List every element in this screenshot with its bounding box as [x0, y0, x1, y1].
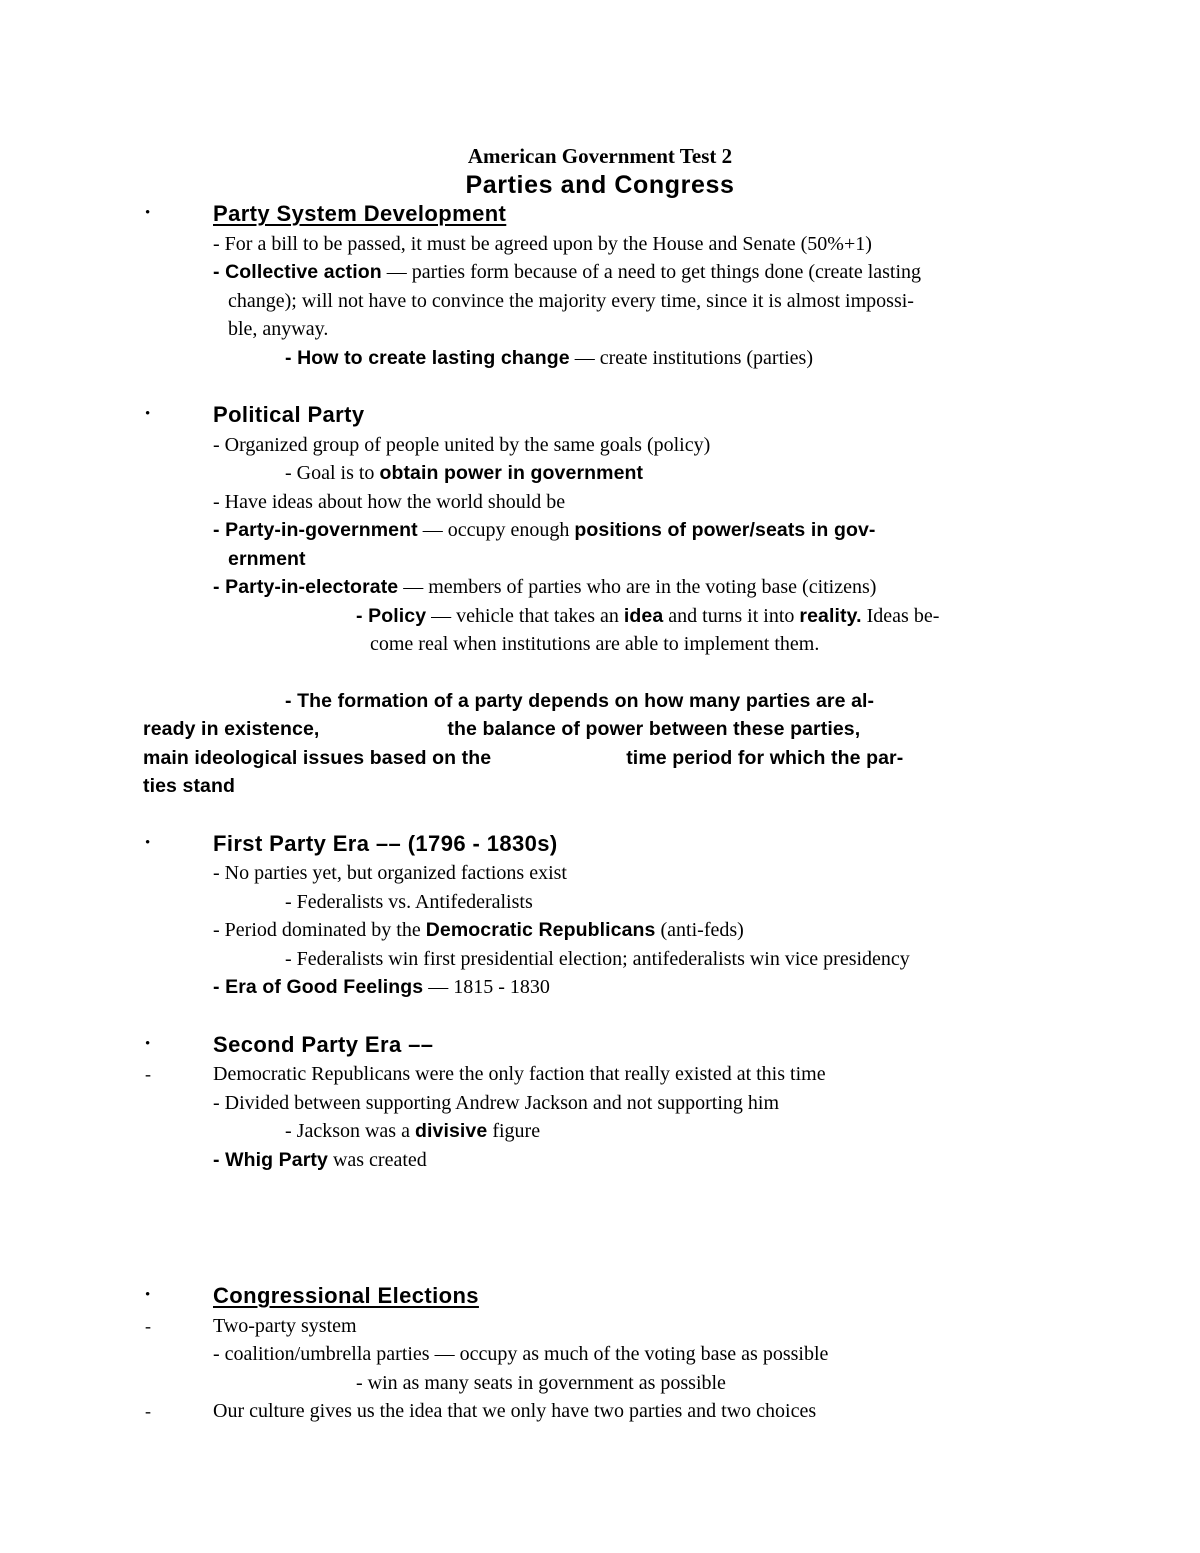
doc-line: [0, 345, 1200, 374]
doc-line: [0, 946, 1200, 975]
text-segment: ble, anyway.: [228, 318, 329, 340]
text-segment: - Party-in-government: [213, 519, 418, 541]
dash-marker-icon: -: [145, 1064, 151, 1084]
text-segment: First Party Era –– (1796 - 1830s): [213, 830, 558, 856]
text-segment: time period for which the par-: [626, 746, 904, 769]
text-segment: Democratic Republicans were the only faction that really existed at this time: [213, 1063, 826, 1085]
text-segment: positions of power/seats in gov-: [574, 519, 876, 541]
doc-line: [0, 1370, 1200, 1399]
doc-line: [0, 1282, 1200, 1313]
bullet-marker-icon: •: [145, 1287, 151, 1303]
text-segment: (anti-feds): [655, 919, 744, 941]
text-segment: - coalition/umbrella parties — occupy as much of the voting base as possible: [213, 1343, 829, 1365]
text-segment: divisive: [414, 1120, 488, 1142]
doc-line: [0, 1090, 1200, 1119]
doc-line: [0, 688, 1200, 717]
text-segment: — vehicle that takes an: [426, 604, 624, 627]
doc-line: [0, 1061, 1200, 1090]
doc-line: [0, 745, 1200, 774]
doc-line: [0, 200, 1200, 231]
doc-line: [0, 1147, 1200, 1176]
doc-line: [0, 1398, 1200, 1427]
text-segment: Second Party Era ––: [213, 1031, 434, 1057]
doc-line: [0, 1341, 1200, 1370]
doc-line: [0, 316, 1200, 345]
text-segment: - Period dominated by the: [213, 919, 426, 941]
text-segment: and turns it into: [663, 604, 800, 627]
text-segment: - win as many seats in government as possible: [356, 1371, 726, 1394]
text-segment: — parties form because of a need to get things done (create lasting: [381, 261, 922, 283]
text-segment: the balance of power between these parties,: [447, 718, 861, 740]
doc-line: [0, 974, 1200, 1003]
text-segment: ernment: [228, 547, 306, 570]
text-segment: - For a bill to be passed, it must be agreed upon by the House and Senate (50%+1): [213, 232, 872, 255]
text-segment: Democratic Republicans: [425, 919, 656, 941]
spacer: [0, 373, 1200, 401]
doc-line: [0, 517, 1200, 546]
dash-marker-icon: -: [145, 1315, 151, 1336]
doc-line: [0, 830, 1200, 861]
doc-line: [0, 860, 1200, 889]
text-segment: - Collective action: [213, 261, 382, 283]
text-segment: change); will not have to convince the majority every time, since it is almost impossi-: [228, 289, 914, 312]
doc-line: [0, 917, 1200, 946]
text-segment: - Divided between supporting Andrew Jackson and not supporting him: [213, 1091, 780, 1114]
text-segment: - No parties yet, but organized factions exist: [213, 862, 567, 884]
doc-line: [0, 631, 1200, 660]
text-segment: - Organized group of people united by the same goals (policy): [213, 433, 711, 456]
text-segment: - Party-in-electorate: [213, 576, 399, 598]
text-segment: reality.: [799, 604, 862, 627]
text-segment: Ideas be-: [861, 604, 940, 627]
text-segment: obtain power in government: [379, 462, 644, 484]
text-segment: Our culture gives us the idea that we only have two parties and two choices: [213, 1400, 817, 1422]
page-subtitle: Parties and Congress: [465, 171, 735, 199]
spacer: [0, 1003, 1200, 1031]
text-segment: — members of parties who are in the voting base (citizens): [398, 576, 877, 598]
spacer: [0, 660, 1200, 688]
doc-line: [0, 259, 1200, 288]
text-segment: - Jackson was a: [285, 1120, 415, 1142]
doc-line: [0, 574, 1200, 603]
dash-marker-icon: -: [145, 1401, 151, 1421]
doc-line: [0, 603, 1200, 632]
text-segment: - Federalists vs. Antifederalists: [285, 890, 533, 913]
doc-line: [0, 288, 1200, 317]
text-segment: Two-party system: [213, 1314, 357, 1337]
text-segment: - Whig Party: [213, 1148, 328, 1171]
doc-line: [0, 460, 1200, 489]
spacer: [0, 1175, 1200, 1282]
bullet-marker-icon: •: [145, 406, 151, 422]
text-segment: - Goal is to: [285, 462, 380, 484]
doc-line: [0, 1313, 1200, 1342]
bullet-marker-icon: •: [145, 205, 151, 221]
doc-line: [0, 546, 1200, 575]
doc-line: [0, 773, 1200, 802]
doc-line: [0, 1031, 1200, 1062]
doc-line: [0, 489, 1200, 518]
text-segment: - The formation of a party depends on how many parties are al-: [285, 689, 875, 712]
doc-line: [0, 1118, 1200, 1147]
doc-line: [0, 889, 1200, 918]
text-segment: ready in existence,: [143, 718, 320, 740]
text-segment: - Era of Good Feelings: [213, 976, 424, 998]
text-segment: figure: [487, 1120, 541, 1142]
document-lines: [0, 200, 1200, 1427]
doc-line: [0, 401, 1200, 432]
text-segment: come real when institutions are able to implement them.: [370, 633, 820, 655]
text-segment: Party System Development: [213, 201, 507, 226]
text-segment: was created: [327, 1148, 427, 1171]
page-title: American Government Test 2: [467, 144, 733, 168]
text-segment: - Policy: [356, 604, 427, 627]
text-segment: Political Party: [213, 402, 365, 427]
text-segment: — 1815 - 1830: [423, 976, 550, 998]
text-segment: idea: [623, 604, 664, 627]
bullet-marker-icon: •: [145, 1035, 151, 1052]
text-segment: Congressional Elections: [213, 1283, 479, 1308]
bullet-marker-icon: •: [145, 834, 151, 851]
text-segment: - How to create lasting change: [285, 346, 570, 369]
spacer: [0, 802, 1200, 830]
text-segment: main ideological issues based on the: [143, 746, 492, 769]
text-segment: — occupy enough: [417, 519, 575, 541]
text-segment: ties stand: [143, 775, 236, 797]
doc-line: [0, 231, 1200, 260]
text-segment: — create institutions (parties): [569, 346, 813, 369]
doc-line: [0, 716, 1200, 745]
text-segment: - Have ideas about how the world should be: [213, 490, 566, 513]
text-segment: - Federalists win first presidential election; antifederalists win vice presidency: [285, 947, 910, 970]
doc-line: [0, 432, 1200, 461]
